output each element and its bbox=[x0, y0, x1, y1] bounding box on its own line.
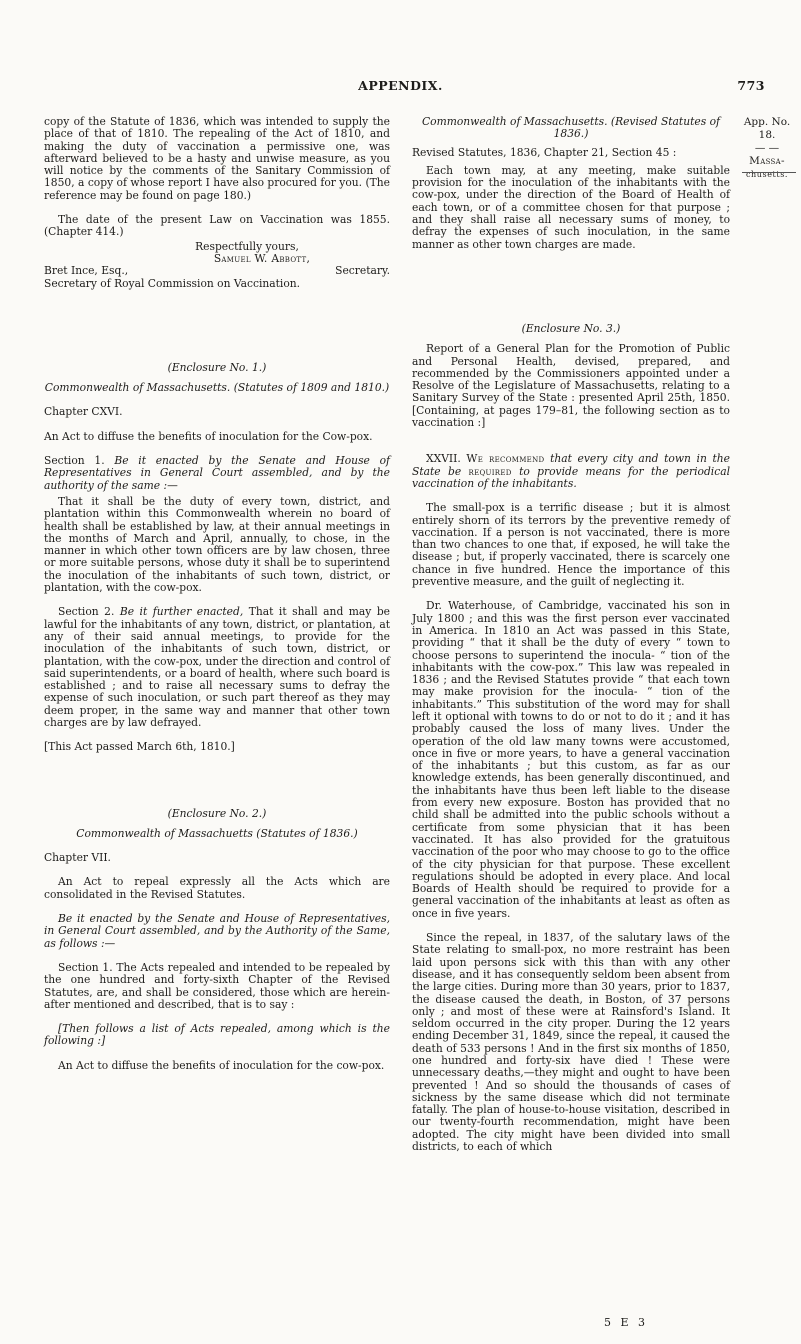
section-2-label: Section 2. bbox=[58, 605, 115, 619]
enclosure-2-act: An Act to repeal expressly all the Acts which are consolidated in the Revised Statutes. bbox=[44, 875, 390, 901]
enclosure-1-heading: Commonwealth of Massachusetts. (Statutes of 1809 and 1810.) bbox=[44, 381, 390, 395]
revised-statutes-heading: Commonwealth of Massachusetts. (Revised Statutes of 1836.) bbox=[421, 115, 720, 141]
smallpox-paragraph: The small-pox is a terrific disease ; but it is almost entirely shorn of its terrors by the preventive remedy of vaccination. If a person is not vaccinated, there is more than two chances to one that, if exposed, he will take the disease ; but, if properly vaccinated, there is scarcely one chance in five hundred. Hence the importance of this preventive measure, and the guilt of neglecting it. bbox=[412, 501, 730, 589]
revised-statutes-text: Each town may, at any meeting, make suitable provision for the inoculation of the inhabitants with the cow-pox, under the direction of the Board of Health of each town, or of a committee chosen for that purpose ; and they shall raise all necessary sums of money, to defray the expenses of such inoculation, in the same manner as other town charges are made. bbox=[412, 163, 730, 251]
recommendation-we: We recommend bbox=[466, 452, 545, 466]
addressee: Bret Ince, Esq., bbox=[44, 264, 129, 278]
recommendation-number: XXVII. bbox=[426, 452, 461, 466]
revised-statutes-line: Revised Statutes, 1836, Chapter 21, Section 45 : bbox=[412, 145, 677, 159]
enclosure-1-title: (Enclosure No. 1.) bbox=[167, 360, 267, 374]
addressee-role: Secretary. bbox=[335, 264, 390, 278]
enclosure-3-title: (Enclosure No. 3.) bbox=[521, 321, 621, 335]
section-2 bbox=[44, 606, 390, 729]
addressee-line bbox=[44, 265, 390, 277]
section-1-text: That it shall be the duty of every town, district, and plantation within this Commonwealth wherein no board of health shall be established by law, at their annual meetings in the months of March and April, annually, to chose, in the manner in which other town officers are by law chosen, three or more suitable persons, whose duty it shall be to superintend the inoculation of the inhabitants of such town, district, or plantation, with the cow-pox. bbox=[44, 494, 390, 595]
passed-note: [This Act passed March 6th, 1810.] bbox=[44, 740, 235, 754]
signature: Samuel W. Abbott, bbox=[213, 251, 311, 265]
recommendation-end: to provide means for the periodical vaccination of the inhabitants. bbox=[412, 464, 730, 490]
running-title: APPENDIX. bbox=[358, 78, 443, 93]
enclosure-2-enact: Be it enacted by the Senate and House of Representatives, in General Court assembled, and by the Authority of the Same, as follows :— bbox=[44, 912, 390, 950]
right-column bbox=[412, 116, 730, 1165]
section-1-enact: Be it enacted by the Senate and House of Representatives in General Court assembled, and by the authority of the same :— bbox=[44, 454, 391, 492]
intro-paragraph: copy of the Statute of 1836, which was intended to supply the place of that of 1810. The repealing of the Act of 1810, and making the duty of vaccination a permissive one, was afterward believed to be a hasty and unwise measure, as you will notice by the comments of the Sanitary Commission of 1850, a copy of whose report I have also procured for you. (The reference may be found on page 180.) bbox=[44, 115, 390, 202]
page-header bbox=[0, 78, 801, 98]
enclosure-2-chapter: Chapter VII. bbox=[44, 851, 111, 865]
recommendation-xxvii bbox=[412, 453, 730, 490]
date-note: The date of the present Law on Vaccination was 1855. (Chapter 414.) bbox=[44, 213, 390, 239]
signature-mark: 5 E 3 bbox=[604, 1316, 649, 1329]
section-2-enact: Be it further enacted, bbox=[119, 605, 244, 619]
enclosure-2-last: An Act to diffuse the benefits of inoculation for the cow-pox. bbox=[58, 1058, 385, 1072]
left-column bbox=[44, 116, 390, 1084]
enclosure-2-section-1: Section 1. The Acts repealed and intended to be repealed by the one hundred and forty-sixth Chapter of the Revised Statutes, are, and shall be considered, those which are herein-after mentioned and described, that is to say : bbox=[44, 960, 390, 1011]
section-1-label: Section 1. bbox=[44, 454, 105, 468]
waterhouse-paragraph: Dr. Waterhouse, of Cambridge, vaccinated his son in July 1800 ; and this was the first person ever vaccinated in America. In 1810 an Act was passed in this State, providing “ that it shall be the duty of every “ town to choose persons to superintend the inocula- “ tion of the inhabitants with the cow-pox.” This law was repealed in 1836 ; and the Revised Statutes provide “ that each town may make provision for the inocula- “ tion of the inhabitants.” This substitution of the word may for shall left it optional with towns to do or not to do it ; and it has probably caused the loss of many lives. Under the operation of the old law many towns were accustomed, once in five or more years, to have a general vaccination of the inhabitants ; but this custom, as far as our knowledge extends, has been generally discontinued, and the inhabitants have thus been left liable to the disease from every new exposure. Boston has provided that no child shall be admitted into the public schools without a certificate from some physician that it has been vaccinated. It has also provided for the gratuitous vaccination of the poor who may choose to go to the office of the city physician for that purpose. These excellent regulations should be adopted in every place. And local Boards of Health should be required to provide for a general vaccination of the inhabitants at least as often as once in five years. bbox=[412, 599, 730, 920]
margin-note-line: — — bbox=[754, 142, 780, 154]
page-number: 773 bbox=[737, 78, 765, 93]
enclosure-1-act: An Act to diffuse the benefits of inoculation for the Cow-pox. bbox=[44, 429, 373, 443]
addressee-line-2: Secretary of Royal Commission on Vaccination. bbox=[44, 276, 301, 290]
enclosure-1-chapter: Chapter CXVI. bbox=[44, 405, 123, 419]
enclosure-2-heading: Commonwealth of Massachuetts (Statutes of 1836.) bbox=[76, 826, 358, 840]
section-2-text: That it shall and may be lawful for the inhabitants of any town, district, or plantation, at any of their said annual meetings, to provide for the inoculation of the inhabitants of such town, district, or plantation, with the cow-pox, under the direction and control of said superintendents, or a board of health, where such board is established ; and to raise all necessary sums to defray the expense of such inoculation, or such part thereof as they may deem proper, in the same way and manner that other town charges are by law defrayed. bbox=[44, 605, 390, 729]
margin-rule bbox=[742, 172, 796, 173]
enclosure-2-title: (Enclosure No. 2.) bbox=[167, 806, 267, 820]
enclosure-3-text: Report of a General Plan for the Promotion of Public and Personal Health, devised, prepared, and recommended by the Commissioners appointed under a Resolve of the Legislature of Massachusetts, relating to a Sanitary Survey of the State : presented April 25th, 1850. [Containing, at pages 179–81, the following section as to vaccination :] bbox=[412, 342, 730, 430]
margin-note-line: App. No. 18. bbox=[743, 116, 791, 141]
enclosure-2-follows: [Then follows a list of Acts repealed, among which is the following :] bbox=[44, 1022, 390, 1048]
repeal-paragraph: Since the repeal, in 1837, of the salutary laws of the State relating to small-pox, no more restraint has been laid upon persons sick with this than with any other disease, and it has consequently seldom been absent from the large cities. During more than 30 years, prior to 1837, the disease caused the death, in Boston, of 37 persons only ; and most of these were at Rainsford's Island. It seldom occurred in the city proper. During the 12 years ending December 31, 1849, since the repeal, it caused the death of 533 persons ! And in the first six months of 1850, one hundred and forty-six have died ! These were unnecessary deaths,—they might and ought to have been prevented ! And so should the thousands of cases of sickness by the same disease which did not terminate fatally. The plan of house-to-house visitation, described in our twenty-fourth recommendation, might have been adopted. The city might have been divided into small districts, to each of which bbox=[412, 931, 730, 1154]
section-1 bbox=[44, 455, 390, 492]
closing: Respectfully yours, bbox=[195, 239, 299, 253]
margin-note-line: Massa- bbox=[749, 155, 785, 167]
margin-note-line: chusetts. bbox=[745, 170, 789, 179]
recommendation-mid: that every city and town in the State be bbox=[412, 452, 730, 478]
recommendation-required: required bbox=[468, 464, 512, 478]
